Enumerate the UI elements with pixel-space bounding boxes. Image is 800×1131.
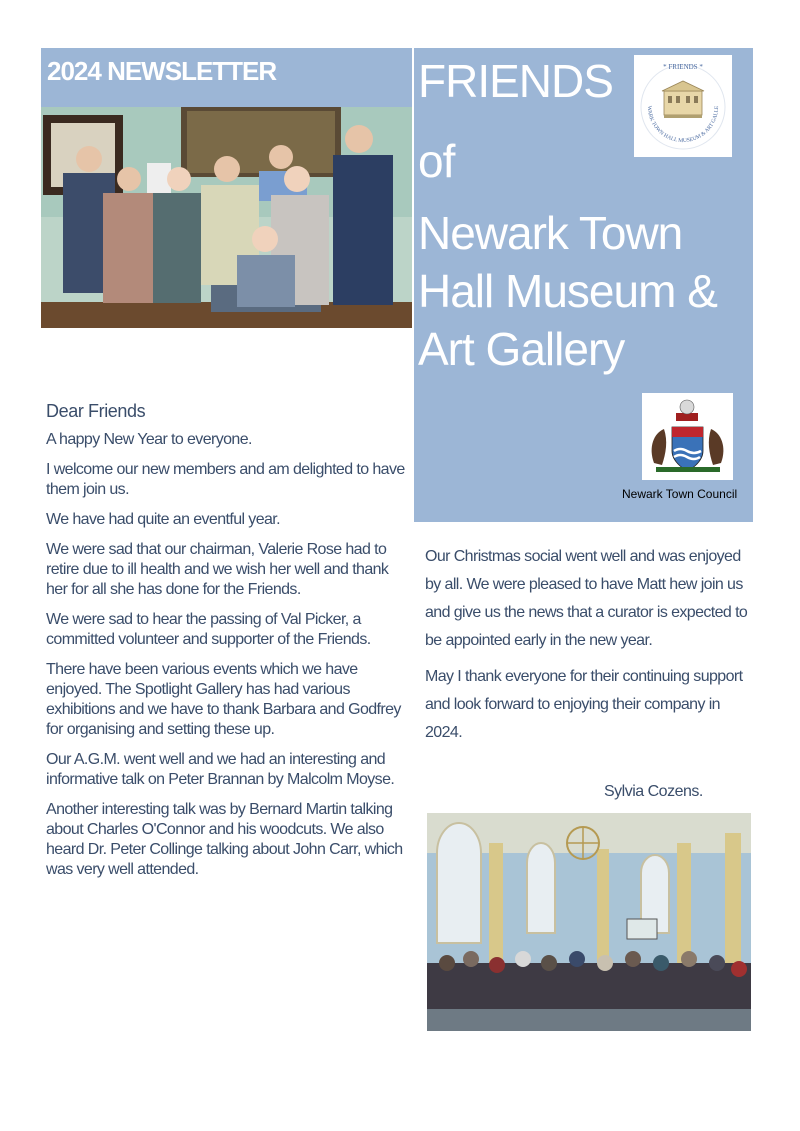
letter-left-column [46,400,412,890]
title-line-2: Hall Museum & [418,265,717,317]
friends-logo-icon [634,55,732,157]
hall-photo [427,813,751,1031]
letter-paragraph: We were sad that our chairman, Valerie Rose had to retire due to ill health and we wish her well and thank her for all she has done for the Friends. [46,541,389,598]
logo-ring-text: WARK TOWN HALL MUSEUM & ART GALLE [645,105,721,145]
letter-paragraph: Our A.G.M. went well and we had an interesting and informative talk on Peter Brannan by Malcolm Moyse. [46,751,395,788]
title-line-3: Art Gallery [418,323,625,375]
letter-paragraph: We have had quite an eventful year. [46,511,280,528]
title-friends: FRIENDS [418,55,613,107]
letter-paragraph: Our Christmas social went well and was enjoyed by all. We were pleased to have Matt hew join us and give us the news that a curator is expected to be appointed early in the new year. [425,548,748,649]
council-crest-icon [642,393,733,480]
title-line-1: Newark Town [418,207,683,259]
title-of: of [418,135,455,187]
council-label: Newark Town Council [622,487,738,501]
letter-right-column [425,543,753,755]
letter-paragraph: A happy New Year to everyone. [46,431,252,448]
newsletter-title: 2024 NEWSLETTER [47,56,277,86]
logo-top-text: * FRIENDS * [663,63,703,71]
letter-paragraph: We were sad to hear the passing of Val Picker, a committed volunteer and supporter of the Friends. [46,611,371,648]
group-photo [41,107,412,328]
letter-paragraph: I welcome our new members and am delighted to have them join us. [46,461,405,498]
signature: Sylvia Cozens. [604,783,703,800]
letter-greeting: Dear Friends [46,401,146,421]
letter-paragraph: Another interesting talk was by Bernard Martin talking about Charles O'Connor and his woodcuts. We also heard Dr. Peter Collinge talking about John Carr, which was very well attended. [46,801,403,878]
letter-paragraph: May I thank everyone for their continuing support and look forward to enjoying their company in 2024. [425,668,743,741]
letter-paragraph: There have been various events which we have enjoyed. The Spotlight Gallery has had various exhibitions and we have to thank Barbara and Godfrey for organising and setting these up. [46,661,401,738]
